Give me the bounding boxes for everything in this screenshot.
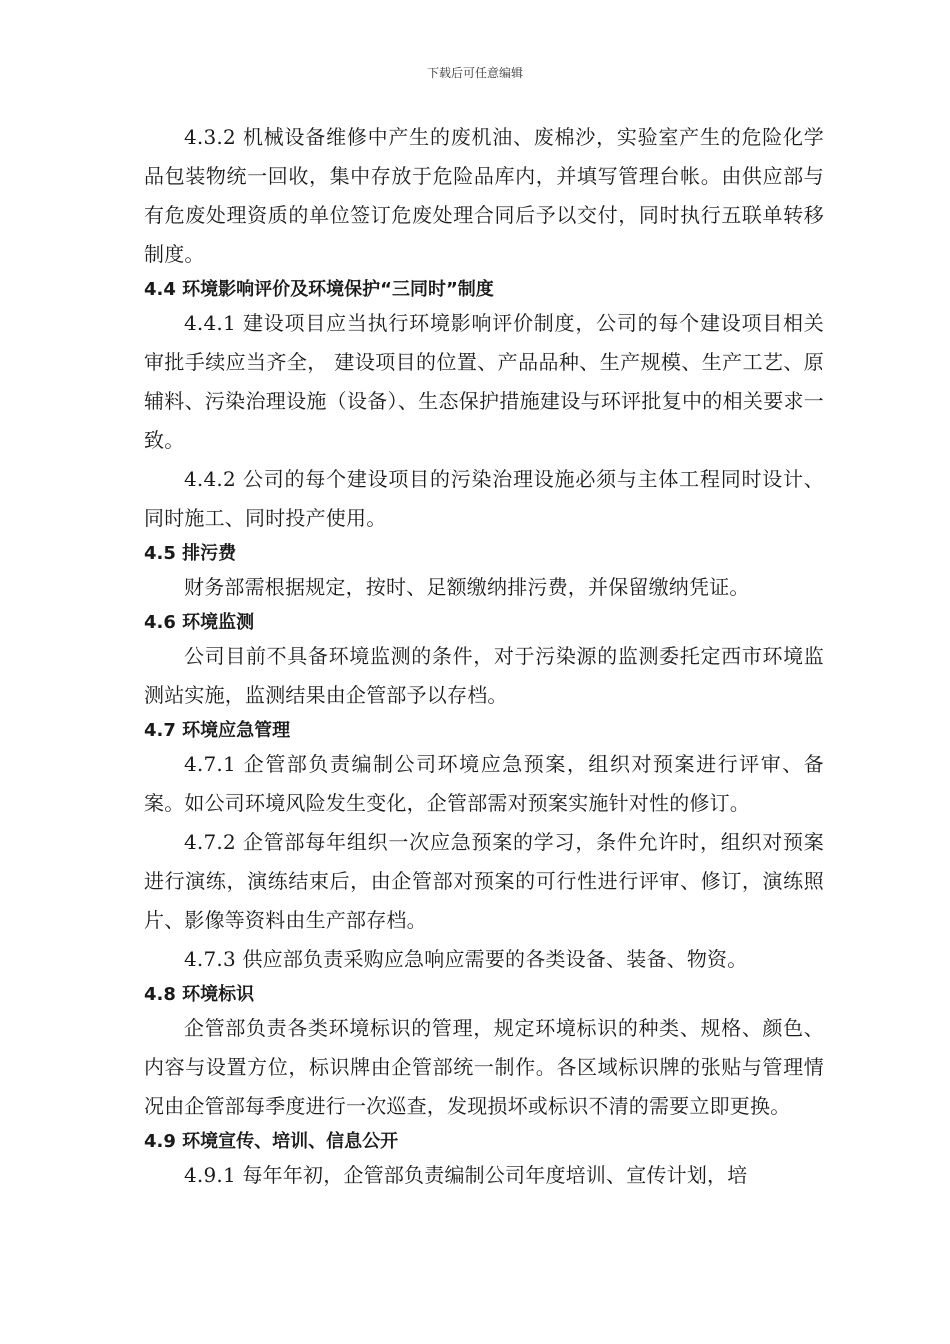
- paragraph-4-9-1: 4.9.1 每年年初，企管部负责编制公司年度培训、宣传计划，培: [184, 1163, 748, 1187]
- section-heading-4-6: 4.6 环境监测: [144, 612, 255, 633]
- paragraph-4-5: 财务部需根据规定，按时、足额缴纳排污费，并保留缴纳凭证。: [184, 575, 750, 599]
- paragraph-4-7-1: 4.7.1 企管部负责编制公司环境应急预案，组织对预案进行评审、备案。如公司环境风险发生变化，企管部需对预案实施针对性的修订。: [144, 752, 824, 815]
- section-heading-4-9: 4.9 环境宣传、培训、信息公开: [144, 1131, 399, 1152]
- page-header: 下载后可任意编辑: [426, 66, 523, 80]
- paragraph-4-7-2: 4.7.2 企管部每年组织一次应急预案的学习，条件允许时，组织对预案进行演练，演练结束后，由企管部对预案的可行性进行评审、修订，演练照片、影像等资料由生产部存档。: [144, 830, 824, 932]
- section-heading-4-5: 4.5 排污费: [144, 543, 237, 564]
- section-heading-4-8: 4.8 环境标识: [144, 984, 255, 1005]
- paragraph-4-4-1: 4.4.1 建设项目应当执行环境影响评价制度，公司的每个建设项目相关审批手续应当齐全， 建设项目的位置、产品品种、生产规模、生产工艺、原辅料、污染治理设施（设备）、生态保护措施建设与环评批复中的相关要求一致。: [144, 311, 824, 452]
- paragraph-4-3-2: 4.3.2 机械设备维修中产生的废机油、废棉沙，实验室产生的危险化学品包装物统一回收，集中存放于危险品库内，并填写管理台帐。由供应部与有危废处理资质的单位签订危废处理合同后予以交付，同时执行五联单转移制度。: [144, 125, 824, 266]
- paragraph-4-4-2: 4.4.2 公司的每个建设项目的污染治理设施必须与主体工程同时设计、同时施工、同时投产使用。: [144, 467, 824, 530]
- section-heading-4-7: 4.7 环境应急管理: [144, 720, 291, 741]
- paragraph-4-8: 企管部负责各类环境标识的管理，规定环境标识的种类、规格、颜色、内容与设置方位，标识牌由企管部统一制作。各区域标识牌的张贴与管理情况由企管部每季度进行一次巡查，发现损坏或标识不清的需要立即更换。: [144, 1016, 824, 1118]
- paragraph-4-6: 公司目前不具备环境监测的条件，对于污染源的监测委托定西市环境监测站实施，监测结果由企管部予以存档。: [144, 644, 824, 707]
- section-heading-4-4: 4.4 环境影响评价及环境保护“三同时”制度: [144, 279, 494, 300]
- document-body: [144, 118, 824, 1195]
- paragraph-4-7-3: 4.7.3 供应部负责采购应急响应需要的各类设备、装备、物资。: [184, 947, 748, 971]
